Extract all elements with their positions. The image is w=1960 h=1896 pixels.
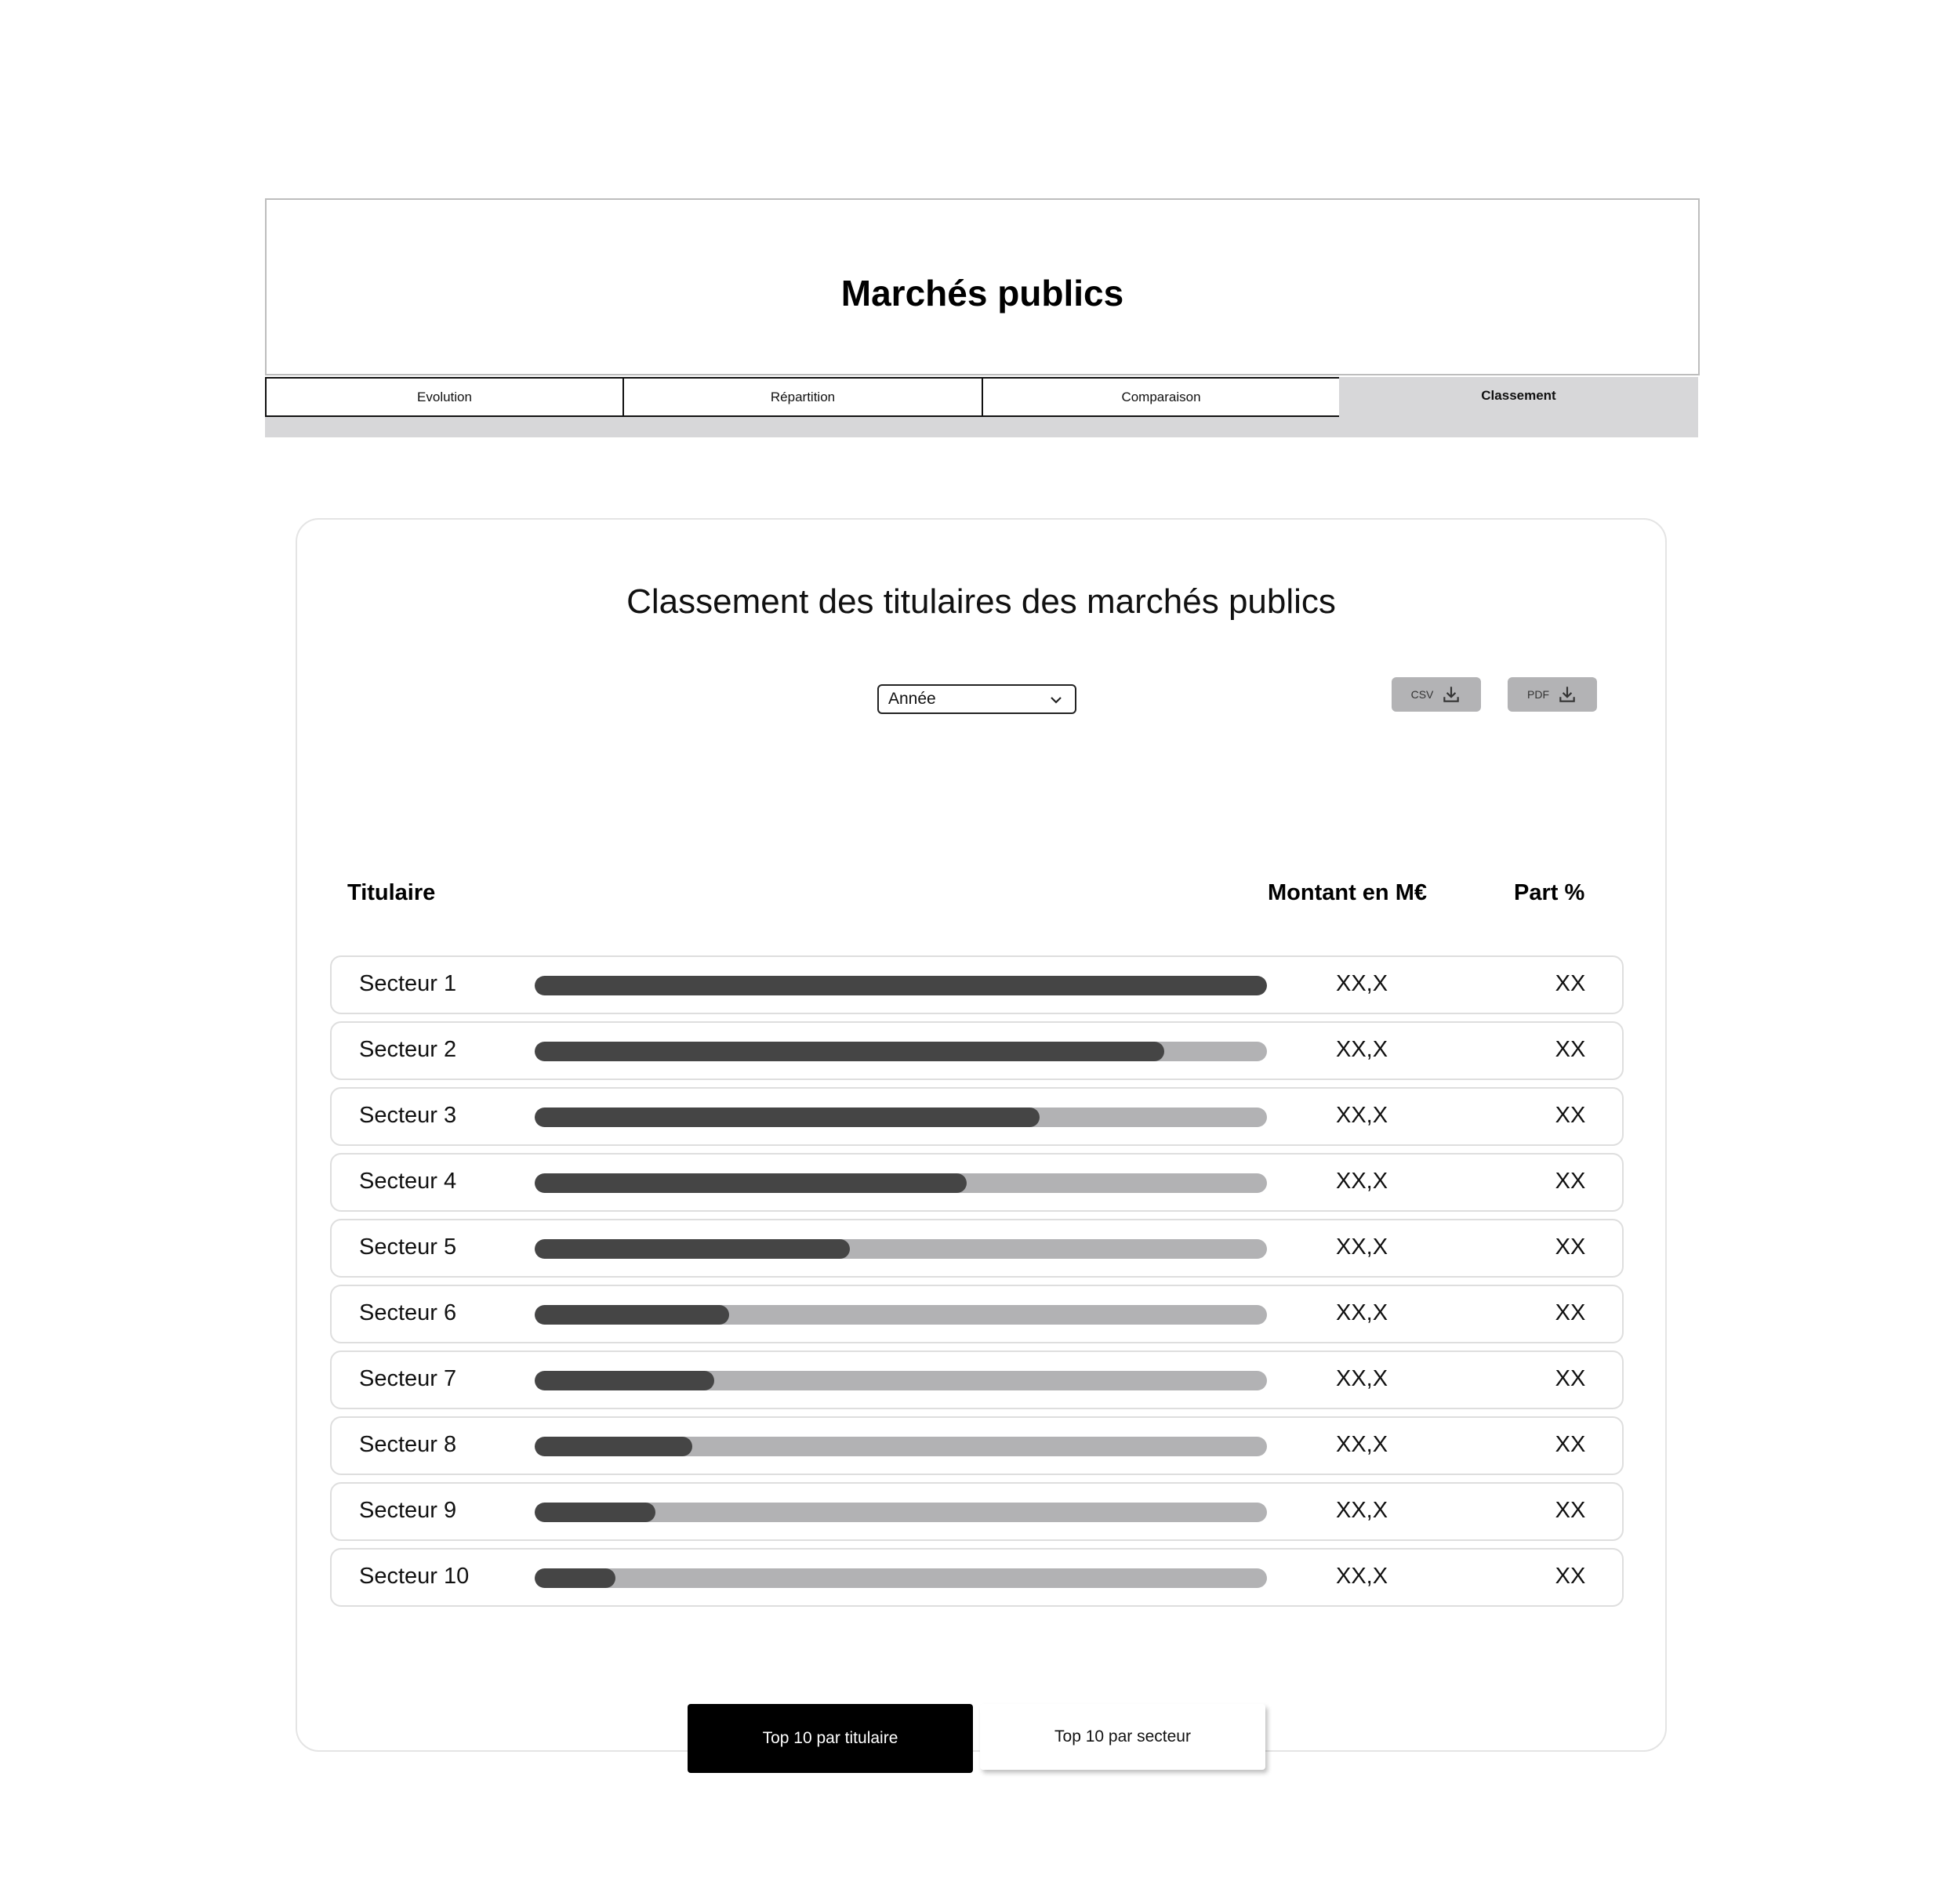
pdf-download-button[interactable]	[1508, 677, 1597, 712]
download-icon	[1557, 684, 1577, 705]
row-label: Secteur 9	[359, 1498, 457, 1523]
pdf-label: PDF	[1527, 688, 1549, 701]
row-amount: XX,X	[1336, 1366, 1388, 1391]
row-label: Secteur 1	[359, 971, 457, 996]
row-share: XX	[1555, 1169, 1586, 1194]
column-header-share: Part %	[1514, 880, 1585, 905]
bar-track	[535, 1503, 1267, 1522]
bar-fill	[535, 1437, 692, 1456]
bar-track	[535, 976, 1267, 995]
row-label: Secteur 3	[359, 1103, 457, 1128]
bar-fill	[535, 1568, 615, 1588]
row-label: Secteur 4	[359, 1169, 457, 1194]
download-icon	[1441, 684, 1461, 705]
row-label: Secteur 5	[359, 1234, 457, 1260]
row-share: XX	[1555, 1498, 1586, 1523]
row-share: XX	[1555, 1564, 1586, 1589]
csv-label: CSV	[1410, 688, 1434, 701]
year-select-value: Année	[888, 690, 936, 708]
table-row	[330, 955, 1624, 1014]
page-header	[265, 198, 1700, 375]
page-title: Marchés publics	[840, 273, 1124, 314]
table-row	[330, 1482, 1624, 1541]
column-header-amount: Montant en M€	[1268, 880, 1427, 905]
row-label: Secteur 10	[359, 1564, 470, 1589]
bar-track	[535, 1173, 1267, 1193]
chevron-down-icon	[1048, 692, 1064, 708]
row-amount: XX,X	[1336, 1037, 1388, 1062]
table-row	[330, 1021, 1624, 1080]
tab-comparaison[interactable]: Comparaison	[982, 377, 1341, 417]
toggle-top10-sector[interactable]: Top 10 par secteur	[980, 1704, 1265, 1770]
ranking-card	[296, 518, 1667, 1752]
bar-fill	[535, 1108, 1040, 1127]
table-row	[330, 1350, 1624, 1409]
row-amount: XX,X	[1336, 1564, 1388, 1589]
table-row	[330, 1548, 1624, 1607]
row-amount: XX,X	[1336, 1300, 1388, 1325]
bar-track	[535, 1042, 1267, 1061]
column-header-holder: Titulaire	[347, 880, 436, 905]
bar-track	[535, 1239, 1267, 1259]
row-share: XX	[1555, 1234, 1586, 1260]
csv-download-button[interactable]	[1392, 677, 1481, 712]
bar-track	[535, 1568, 1267, 1588]
bar-track	[535, 1371, 1267, 1390]
bar-fill	[535, 1503, 655, 1522]
card-title: Classement des titulaires des marchés publics	[626, 582, 1336, 621]
tab-evolution[interactable]: Evolution	[265, 377, 624, 417]
row-amount: XX,X	[1336, 971, 1388, 996]
year-select[interactable]	[877, 684, 1076, 714]
table-row	[330, 1285, 1624, 1343]
row-share: XX	[1555, 1432, 1586, 1457]
table-row	[330, 1153, 1624, 1212]
tab-classement[interactable]: Classement	[1339, 377, 1698, 437]
table-row	[330, 1219, 1624, 1278]
table-row	[330, 1416, 1624, 1475]
row-amount: XX,X	[1336, 1169, 1388, 1194]
row-amount: XX,X	[1336, 1498, 1388, 1523]
bar-fill	[535, 1305, 729, 1325]
bar-track	[535, 1437, 1267, 1456]
row-label: Secteur 7	[359, 1366, 457, 1391]
row-label: Secteur 8	[359, 1432, 457, 1457]
row-share: XX	[1555, 1037, 1586, 1062]
bar-fill	[535, 1371, 714, 1390]
table-row	[330, 1087, 1624, 1146]
row-label: Secteur 2	[359, 1037, 457, 1062]
bar-track	[535, 1108, 1267, 1127]
tab-repartition[interactable]: Répartition	[622, 377, 983, 417]
bar-fill	[535, 1239, 850, 1259]
toggle-top10-holder[interactable]: Top 10 par titulaire	[688, 1704, 973, 1773]
row-amount: XX,X	[1336, 1103, 1388, 1128]
row-amount: XX,X	[1336, 1432, 1388, 1457]
row-share: XX	[1555, 1300, 1586, 1325]
row-share: XX	[1555, 971, 1586, 996]
row-share: XX	[1555, 1103, 1586, 1128]
row-share: XX	[1555, 1366, 1586, 1391]
bar-track	[535, 1305, 1267, 1325]
bar-fill	[535, 1173, 967, 1193]
bar-fill	[535, 1042, 1164, 1061]
bar-fill	[535, 976, 1267, 995]
row-amount: XX,X	[1336, 1234, 1388, 1260]
row-label: Secteur 6	[359, 1300, 457, 1325]
